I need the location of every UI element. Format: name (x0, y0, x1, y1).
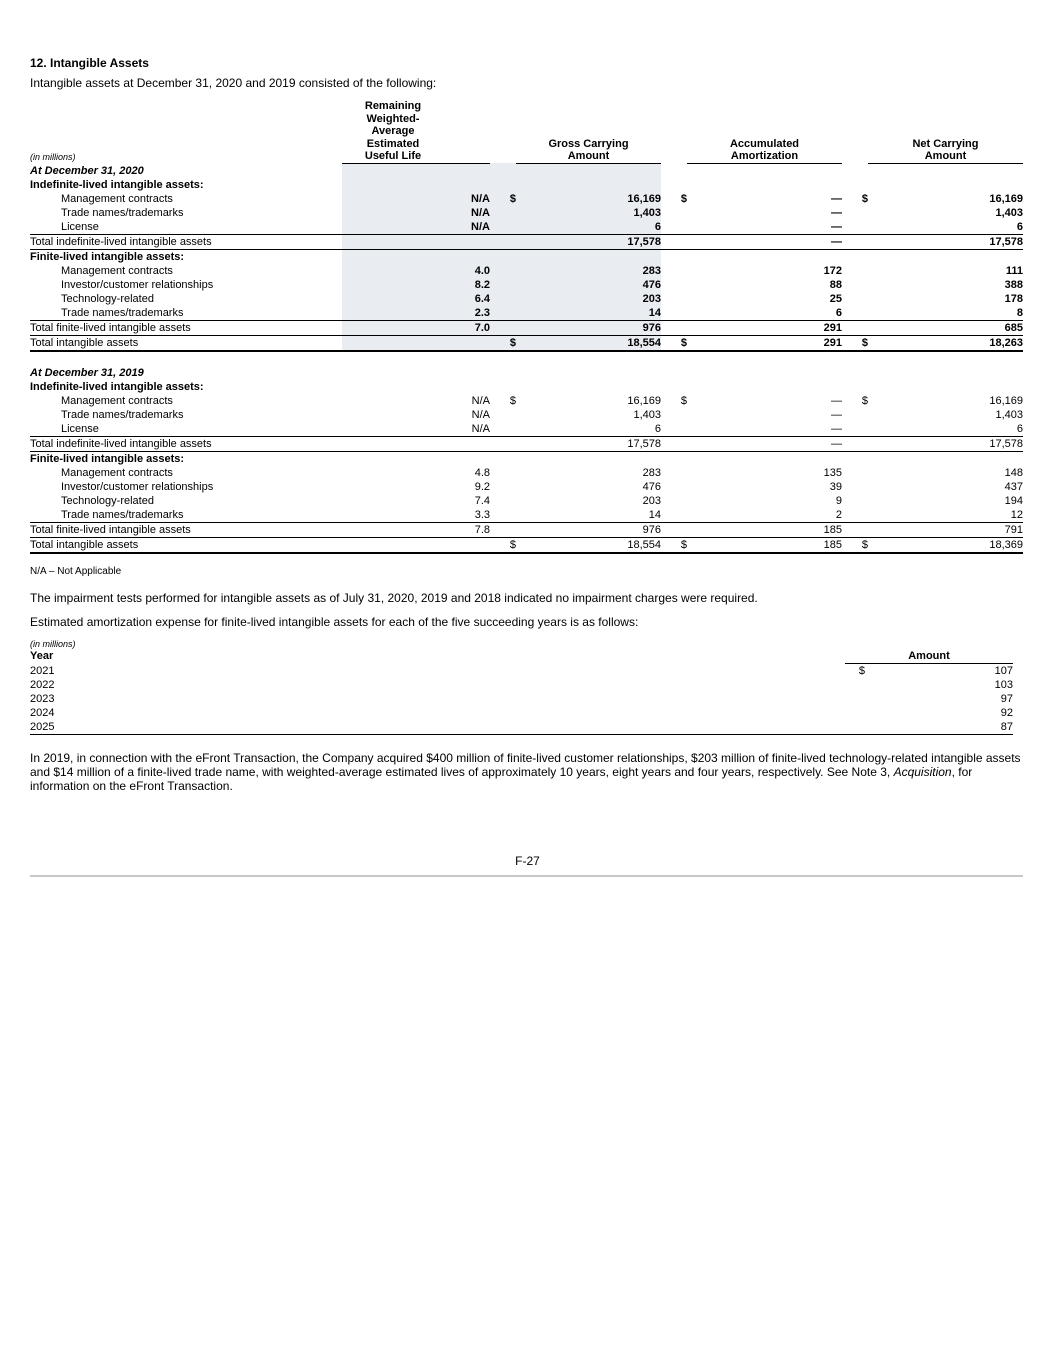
subsection-heading: Finite-lived intangible assets: (30, 452, 185, 465)
col-header-useful-life: Remaining Weighted- Average Estimated Useful Life (342, 100, 490, 163)
table-row: Management contracts 4.0 283 172 111 (61, 264, 1023, 277)
section-2020 (30, 163, 1023, 351)
table-row: Trade names/trademarks N/A 1,403 — 1,403 (61, 408, 1023, 421)
amort-header-row (30, 649, 1013, 664)
table-row: 2022 103 (30, 678, 1014, 691)
subtotal-row: Total indefinite-lived intangible assets 17,578 — 17,578 (30, 437, 1023, 450)
page-number: F-27 (515, 854, 540, 868)
table-row: Management contracts 4.8 283 135 148 (61, 466, 1023, 479)
section-title: 12. Intangible Assets (30, 56, 149, 70)
table-row: Trade names/trademarks 2.3 14 6 8 (61, 306, 1023, 319)
impairment-paragraph: The impairment tests performed for intangible assets as of July 31, 2020, 2019 and 2018 indicated no impairment charges were required. (30, 590, 758, 605)
year-header: Year (30, 650, 54, 662)
table-row: License N/A 6 — 6 (61, 220, 1023, 233)
amortization-table (30, 649, 1013, 735)
page-divider (30, 875, 1023, 877)
note-reference: Acquisition (893, 764, 952, 779)
section-intro: Intangible assets at December 31, 2020 and 2019 consisted of the following: (30, 76, 437, 90)
closing-paragraph: In 2019, in connection with the eFront Transaction, the Company acquired $400 million of finite-lived customer relationships, $203 million of finite-lived technology-related intangible assets and $14 million of a finite-lived trade name, with weighted-average estimated lives of approximately 10 years, eight years and four years, respectively. See Note 3, Acquisition, for information on the eFront Transaction. (30, 750, 1021, 793)
header-row (30, 100, 1023, 163)
subtotal-row: Total finite-lived intangible assets 7.0 976 291 685 (30, 321, 1023, 334)
table-row: Investor/customer relationships 8.2 476 88 388 (61, 278, 1023, 291)
document-page (30, 56, 1023, 803)
table-row: License N/A 6 — 6 (61, 422, 1023, 435)
amort-units-label: (in millions) (30, 638, 76, 649)
table-row: Technology-related 6.4 203 25 178 (61, 292, 1023, 305)
section-heading: At December 31, 2020 (30, 164, 144, 177)
subsection-heading: Indefinite-lived intangible assets: (30, 178, 204, 191)
table-row: 2023 97 (30, 692, 1014, 705)
amount-header: Amount (845, 649, 1013, 664)
table-row: Trade names/trademarks 3.3 14 2 12 (61, 508, 1023, 521)
table-row: Management contracts N/A $ 16,169 $ — $ 16,169 (61, 394, 1023, 407)
table-row: Investor/customer relationships 9.2 476 39 437 (61, 480, 1023, 493)
table-row: Technology-related 7.4 203 9 194 (61, 494, 1023, 507)
subsection-heading: Finite-lived intangible assets: (30, 250, 185, 263)
total-row: Total intangible assets $ 18,554 $ 291 $ 18,263 (30, 336, 1023, 349)
col-header-net: Net Carrying Amount (868, 100, 1023, 163)
subtotal-row: Total finite-lived intangible assets 7.8 976 185 791 (30, 523, 1023, 536)
table-row: Trade names/trademarks N/A 1,403 — 1,403 (61, 206, 1023, 219)
footnote: N/A – Not Applicable (30, 565, 122, 577)
table-row: 2021 $ 107 (30, 664, 1014, 677)
section-heading: At December 31, 2019 (30, 366, 144, 379)
total-row: Total intangible assets $ 18,554 $ 185 $ 18,369 (30, 538, 1023, 551)
amortization-intro: Estimated amortization expense for finite-lived intangible assets for each of the five succeeding years is as follows: (30, 614, 639, 629)
intangible-assets-table (30, 100, 1023, 554)
col-header-accumulated: Accumulated Amortization (687, 100, 842, 163)
subsection-heading: Indefinite-lived intangible assets: (30, 380, 204, 393)
col-header-gross: Gross Carrying Amount (516, 100, 661, 163)
table-row: 2024 92 (30, 706, 1014, 719)
table-row: Management contracts N/A $ 16,169 $ — $ 16,169 (61, 192, 1023, 205)
table-row: 2025 87 (30, 720, 1014, 733)
units-label: (in millions) (30, 151, 76, 162)
section-2019 (30, 366, 1023, 553)
subtotal-row: Total indefinite-lived intangible assets 17,578 — 17,578 (30, 235, 1023, 248)
